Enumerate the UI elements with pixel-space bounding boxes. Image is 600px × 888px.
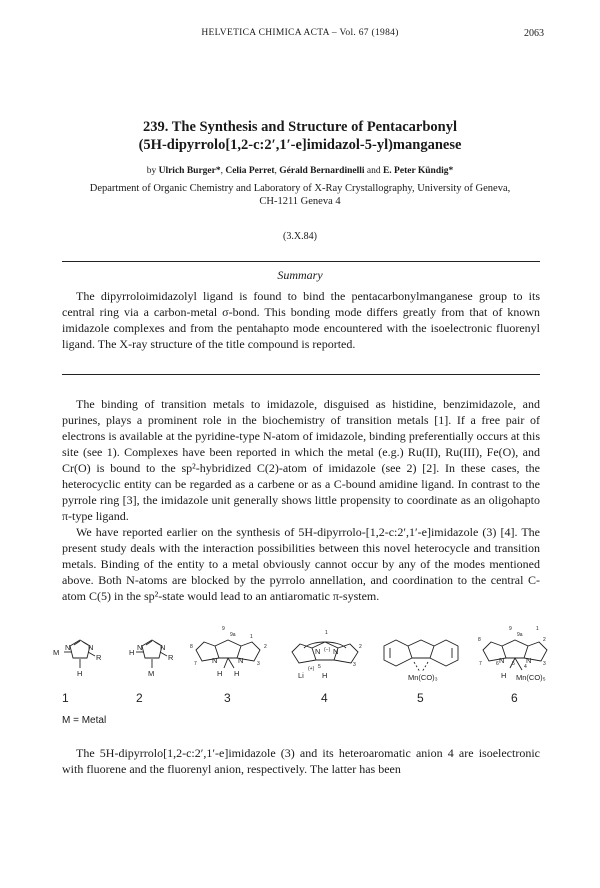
atom-h: H [322,671,328,680]
pos-3: 3 [257,661,260,667]
charge-minus: (−) [324,647,331,653]
pos-2: 2 [359,644,362,650]
running-head [0,28,600,48]
compound-number-1: 1 [62,691,69,705]
summary-bottom-rule [62,374,540,375]
pos-9a: 9a [517,632,523,638]
author-prefix: by [146,166,157,176]
received-date: (3.X.84) [283,231,317,242]
author-joiner: and [366,166,381,176]
pos-9: 9 [509,626,512,632]
affiliation [60,182,540,208]
pos-5: 5 [318,664,321,670]
compound-number-3: 3 [224,691,231,705]
structure-6 [478,626,547,682]
atom-h: H [77,669,83,678]
structure-5 [384,640,458,682]
page-number: 2063 [524,28,544,39]
atom-n: N [65,643,71,652]
pos-1: 1 [536,626,539,632]
atom-h: H [129,648,135,657]
article-title [60,118,540,154]
structures-scheme [50,618,550,708]
body-text-continued [62,745,540,777]
affiliation-line-1: Department of Organic Chemistry and Laboratory of X-Ray Crystallography, University of Geneva, [89,183,511,194]
author-1: Ulrich Burger* [158,166,221,176]
atom-n: N [499,656,505,665]
summary-top-rule [62,261,540,262]
compound-number-5: 5 [417,691,424,705]
author-line: by Ulrich Burger*, Celia Perret, Gérald Bernardinelli and E. Peter Kündig* [146,166,454,176]
author-3: Gérald Bernardinelli [279,166,365,176]
atom-n: N [88,643,94,652]
author-4: E. Peter Kündig* [382,166,454,176]
structure-4 [292,630,362,680]
pos-7: 7 [479,661,482,667]
title-line-2: (5H-dipyrrolo[1,2-c:2′,1′-e]imidazol-5-yl)manganese [138,137,462,153]
pos-2: 2 [543,637,546,643]
atom-li: Li [298,671,304,680]
affiliation-line-2: CH-1211 Geneva 4 [259,196,341,207]
atom-n: N [333,647,339,656]
pos-4: 4 [524,664,527,670]
atom-n: N [137,643,143,652]
atom-r: R [168,653,174,662]
pos-5: 5 [512,661,515,667]
pos-3: 3 [353,662,356,668]
compound-number-4: 4 [321,691,328,705]
atom-m: M [53,648,60,657]
pos-2: 2 [264,644,267,650]
atom-mn-co5: Mn(CO)₅ [516,673,546,682]
paragraph-3: The 5H-dipyrrolo[1,2-c:2′,1′-e]imidazole (3) and its heteroaromatic anion 4 are isoelectronic with fluorene and the fluorenyl anion, respectively. The latter has been [62,746,540,776]
paragraph-2: We have reported earlier on the synthesis of 5H-dipyrrolo-[1,2-c:2′,1′-e]imidazole (3) [4]. The present study deals with the interaction possibilities between this novel heterocycle and transition metals. Binding of the entity to a metal obviously cannot occur by any of the modes mentioned above. Both N-atoms are blocked by the pyrrolo annellation, and coordination to the central C-atom C(5) in the sp²-state would lead to an antiaromatic π-system. [62,525,540,603]
atom-n: N [212,656,218,665]
pos-9: 9 [222,626,225,632]
pos-6: 6 [496,661,499,667]
pos-9a: 9a [230,632,236,638]
compound-number-2: 2 [136,691,143,705]
atom-n: N [238,656,244,665]
atom-n: N [526,656,532,665]
body-text [62,396,540,604]
compound-number-6: 6 [511,691,518,705]
pos-3: 3 [543,661,546,667]
summary-text: The dipyrroloimidazolyl ligand is found to bind the pentacarbonylmanganese group to its central ring via a carbon-metal σ-bond. This bonding mode differs greatly from that of known imidazole complexes and from the pentahapto mode encountered with the isoelectronic fluorenyl ligand. The X-ray structure of the title compound is reported. [62,289,540,351]
atom-h: H [217,669,223,678]
charge-plus: (+) [308,666,315,672]
pos-8: 8 [190,644,193,650]
title-line-1: 239. The Synthesis and Structure of Pentacarbonyl [142,119,458,135]
atom-m: M [148,669,155,678]
structure-3 [190,626,267,678]
paragraph-1: The binding of transition metals to imidazole, disguised as histidine, benzimidazole, and purines, plays a prominent role in the biochemistry of transition metals [1]. If a free pair of electrons is available at the pyridine-type N-atom of imidazole, binding preferentially occurs at this site (see 1). Complexes have been reported in which the metal (e.g.) Ru(II), Ru(III), Fe(O), and Cr(O) is bound to the sp²-hybridized C(2)-atom of imidazole (see 2) [2]. In these cases, the heterocyclic entity can be regarded as a carbene or as a C-bound amidine ligand. In contrast to the pyrrole ring [3], the imidazole unit generally shows little propensity to coordinate as an oligohapto π-type ligand. [62,397,540,523]
journal-title: HELVETICA CHIMICA ACTA – Vol. 67 (1984) [201,28,399,38]
pos-1: 1 [250,634,253,640]
pos-1: 1 [325,630,328,636]
pos-7: 7 [194,661,197,667]
pos-8: 8 [478,637,481,643]
atom-mn-co3: Mn(CO)₃ [408,673,438,682]
structure-2 [129,640,174,678]
scheme-footnote: M = Metal [62,715,107,726]
atom-n: N [315,647,321,656]
structure-1 [53,640,102,678]
summary-heading: Summary [277,268,323,282]
atom-h: H [501,671,507,680]
author-2: Celia Perret [225,166,275,176]
atom-n: N [160,643,166,652]
atom-r: R [96,653,102,662]
atom-h: H [234,669,240,678]
